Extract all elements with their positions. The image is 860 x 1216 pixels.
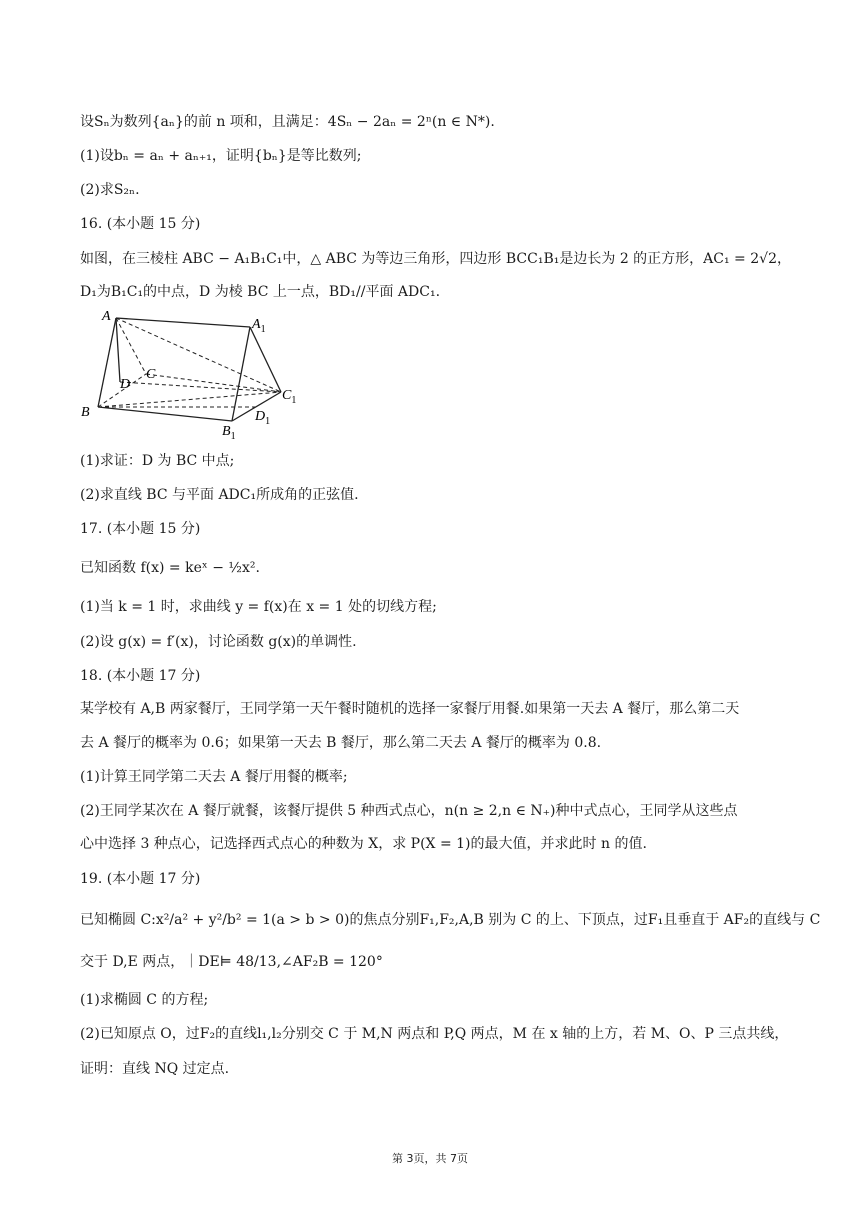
problem18-part1: (1)计算王同学第二天去 A 餐厅用餐的概率; [80,769,348,785]
problem15-part1: (1)设bₙ = aₙ + aₙ₊₁，证明{bₙ}是等比数列; [80,148,362,164]
problem16-part1: (1)求证：D 为 BC 中点; [80,453,235,469]
problem16-heading: 16. (本小题 15 分) [80,216,201,232]
label-A1: $A_1$ [252,317,266,335]
page-number: 第 3页，共 7页 [392,1152,468,1165]
problem19-part1: (1)求椭圆 C 的方程; [80,992,209,1008]
problem18-stem-line1: 某学校有 A,B 两家餐厅，王同学第一天午餐时随机的选择一家餐厅用餐.如果第一天去 A 餐厅，那么第二天 [80,701,740,717]
problem17-stem: 已知函数 f(x) = keˣ − ½x². [80,560,260,576]
problem19-part2-line1: (2)已知原点 O，过F₂的直线l₁,l₂分别交 C 于 M,N 两点和 P,Q 两点，M 在 x 轴的上方，若 M、O、P 三点共线， [80,1026,789,1042]
problem17-heading: 17. (本小题 15 分) [80,521,201,537]
problem17-part2: (2)设 g(x) = f′(x)，讨论函数 g(x)的单调性. [80,634,357,650]
label-C1: $C_1$ [282,388,297,406]
problem15-stem: 设Sₙ为数列{aₙ}的前 n 项和，且满足：4Sₙ − 2aₙ = 2ⁿ(n ∈ N*). [80,114,495,130]
label-A: A [102,309,111,324]
prism-figure [78,306,312,446]
problem19-heading: 19. (本小题 17 分) [80,871,201,887]
problem18-heading: 18. (本小题 17 分) [80,668,201,684]
problem19-part2-line2: 证明：直线 NQ 过定点. [80,1061,230,1077]
problem16-part2: (2)求直线 BC 与平面 ADC₁所成角的正弦值. [80,487,359,503]
problem17-part1: (1)当 k = 1 时，求曲线 y = f(x)在 x = 1 处的切线方程; [80,599,437,615]
problem16-stem-line1: 如图，在三棱柱 ABC − A₁B₁C₁中，△ ABC 为等边三角形，四边形 BCC₁B₁是边长为 2 的正方形，AC₁ = 2√2， [80,251,791,267]
problem18-part2-line1: (2)王同学某次在 A 餐厅就餐，该餐厅提供 5 种西式点心，n(n ≥ 2,n ∈ N₊)种中式点心，王同学从这些点 [80,803,738,819]
problem19-stem-line2: 交于 D,E 两点，｜DE⊨ 48/13,∠AF₂B = 120° [80,954,383,970]
label-D1: $D_1$ [255,409,271,427]
label-D: D [120,377,131,392]
problem15-part2: (2)求S₂ₙ. [80,182,140,198]
label-B1: $B_1$ [222,424,236,442]
label-B: B [81,405,90,420]
problem18-stem-line2: 去 A 餐厅的概率为 0.6；如果第一天去 B 餐厅，那么第二天去 A 餐厅的概率为 0.8. [80,735,602,751]
problem18-part2-line2: 心中选择 3 种点心，记选择西式点心的种数为 X，求 P(X = 1)的最大值，并求此时 n 的值. [80,836,647,852]
problem16-stem-line2: D₁为B₁C₁的中点，D 为棱 BC 上一点，BD₁//平面 ADC₁. [80,284,441,300]
label-C: C [146,367,156,382]
problem19-stem-line1: 已知椭圆 C:x²/a² + y²/b² = 1(a > b > 0)的焦点分别F₁,F₂,A,B 别为 C 的上、下顶点，过F₁且垂直于 AF₂的直线与 C [80,912,821,928]
